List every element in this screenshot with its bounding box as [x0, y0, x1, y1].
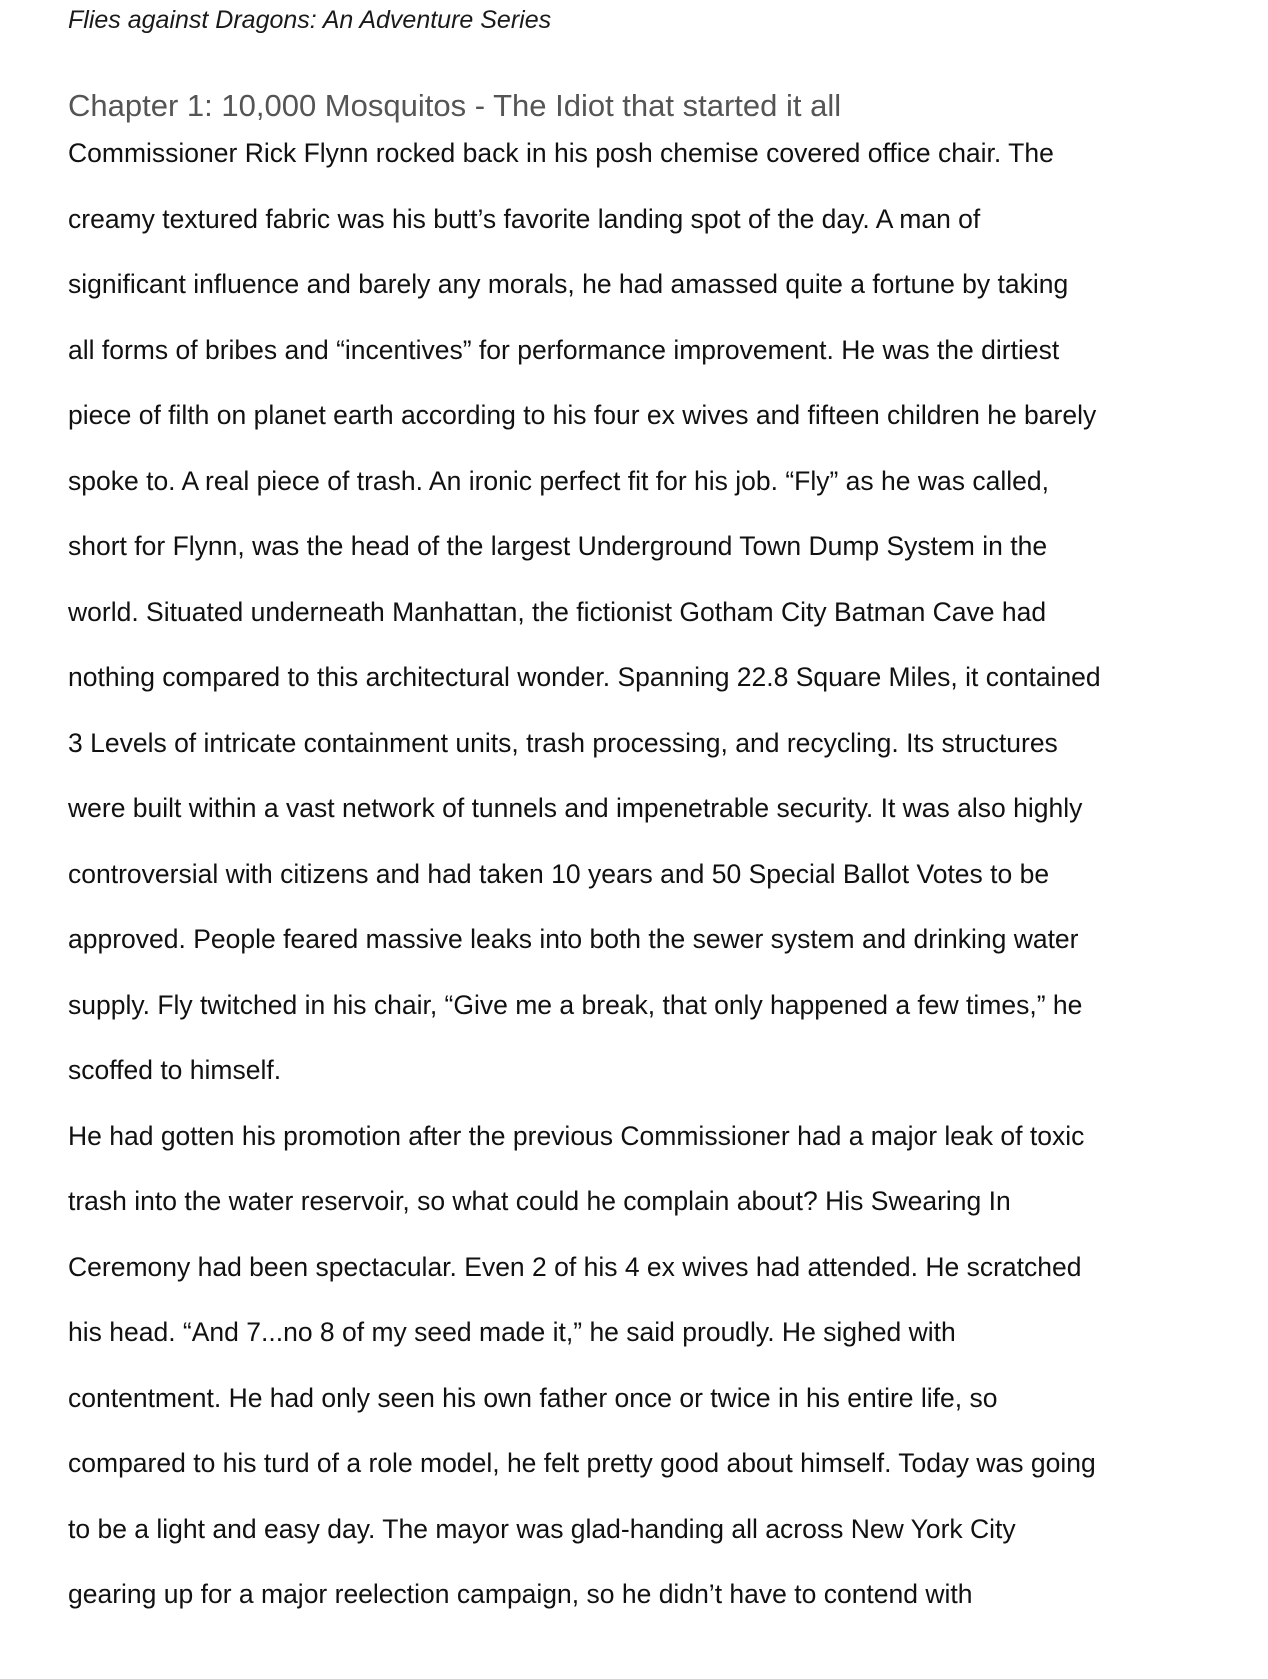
body-line: supply. Fly twitched in his chair, “Give me a break, that only happened a few times,” he — [68, 989, 1083, 1020]
body-line: short for Flynn, was the head of the largest Underground Town Dump System in the — [68, 531, 1048, 561]
chapter-title: Chapter 1: 10,000 Mosquitos - The Idiot that started it all — [68, 88, 842, 123]
body-line: scoffed to himself. — [68, 1055, 282, 1085]
body-line: 3 Levels of intricate containment units, trash processing, and recycling. Its structures — [68, 727, 1058, 758]
body-line: significant influence and barely any morals, he had amassed quite a fortune by taking — [68, 269, 1069, 299]
body-line: spoke to. A real piece of trash. An ironic perfect fit for his job. “Fly” as he was called, — [68, 465, 1049, 496]
body-line: contentment. He had only seen his own father once or twice in his entire life, so — [68, 1382, 998, 1413]
body-line: He had gotten his promotion after the previous Commissioner had a major leak of toxic — [68, 1120, 1085, 1151]
body-line: compared to his turd of a role model, he felt pretty good about himself. Today was going — [68, 1448, 1096, 1478]
body-line: gearing up for a major reelection campaign, so he didn’t have to contend with — [68, 1579, 973, 1609]
body-line: creamy textured fabric was his butt’s favorite landing spot of the day. A man of — [68, 203, 981, 234]
body-line: his head. “And 7...no 8 of my seed made it,” he said proudly. He sighed with — [68, 1317, 956, 1347]
body-line: were built within a vast network of tunnels and impenetrable security. It was also highly — [68, 793, 1083, 823]
body-line: world. Situated underneath Manhattan, the fictionist Gotham City Batman Cave had — [68, 596, 1047, 627]
body-line: nothing compared to this architectural wonder. Spanning 22.8 Square Miles, it contained — [68, 662, 1101, 692]
body-line: all forms of bribes and “incentives” for performance improvement. He was the dirtiest — [68, 334, 1060, 365]
body-line: trash into the water reservoir, so what could he complain about? His Swearing In — [68, 1186, 1011, 1216]
body-line: to be a light and easy day. The mayor was glad-handing all across New York City — [68, 1513, 1016, 1544]
body-line: approved. People feared massive leaks into both the sewer system and drinking water — [68, 924, 1079, 954]
body-line: Commissioner Rick Flynn rocked back in his posh chemise covered office chair. The — [68, 138, 1054, 168]
body-line: Ceremony had been spectacular. Even 2 of his 4 ex wives had attended. He scratched — [68, 1251, 1082, 1282]
body-line: piece of filth on planet earth according to his four ex wives and fifteen children he barely — [68, 400, 1097, 430]
body-line: controversial with citizens and had taken 10 years and 50 Special Ballot Votes to be — [68, 858, 1050, 889]
series-title: Flies against Dragons: An Adventure Series — [68, 6, 552, 34]
chapter-body — [68, 136, 1218, 1643]
